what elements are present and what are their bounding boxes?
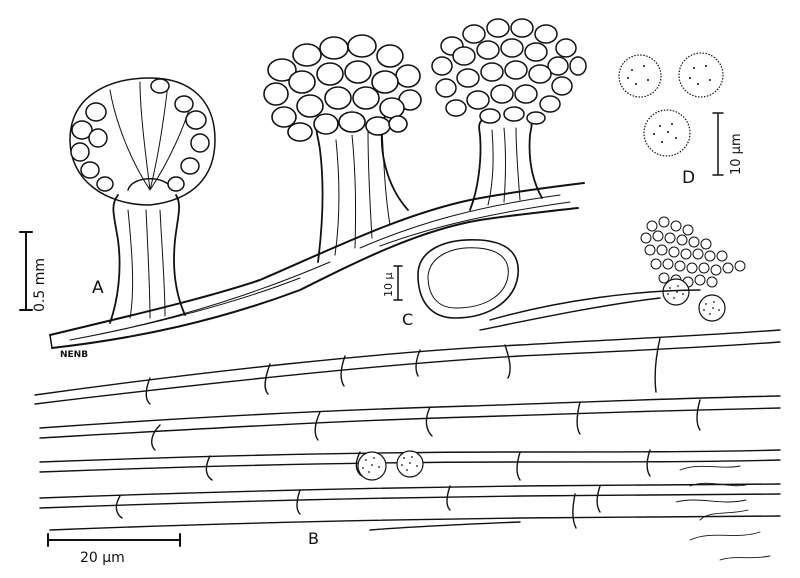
scale-bar-a-label: 0.5 mm	[32, 258, 48, 312]
panel-label-a: A	[92, 278, 104, 298]
panel-c-spore	[418, 240, 518, 318]
panel-b-stippled-spores	[358, 451, 423, 480]
scale-bar-c	[382, 266, 402, 300]
panel-a-drawing	[50, 19, 586, 348]
panel-label-c: C	[402, 310, 414, 329]
panel-d-spores	[619, 53, 723, 156]
scale-bar-b-label: 20 µm	[80, 550, 125, 566]
scale-bar-d-label: 10 µm	[729, 133, 744, 175]
spore-cluster	[641, 217, 745, 287]
scale-bar-b	[48, 534, 180, 566]
scale-bar-c-label: 10 µ	[382, 272, 395, 297]
panel-label-d: D	[682, 168, 696, 188]
panel-b-mesh	[676, 466, 770, 560]
scale-bar-d	[713, 113, 744, 175]
panel-label-b: B	[308, 529, 319, 548]
artist-monogram: NENB	[60, 350, 89, 360]
scale-bar-a	[20, 232, 48, 312]
